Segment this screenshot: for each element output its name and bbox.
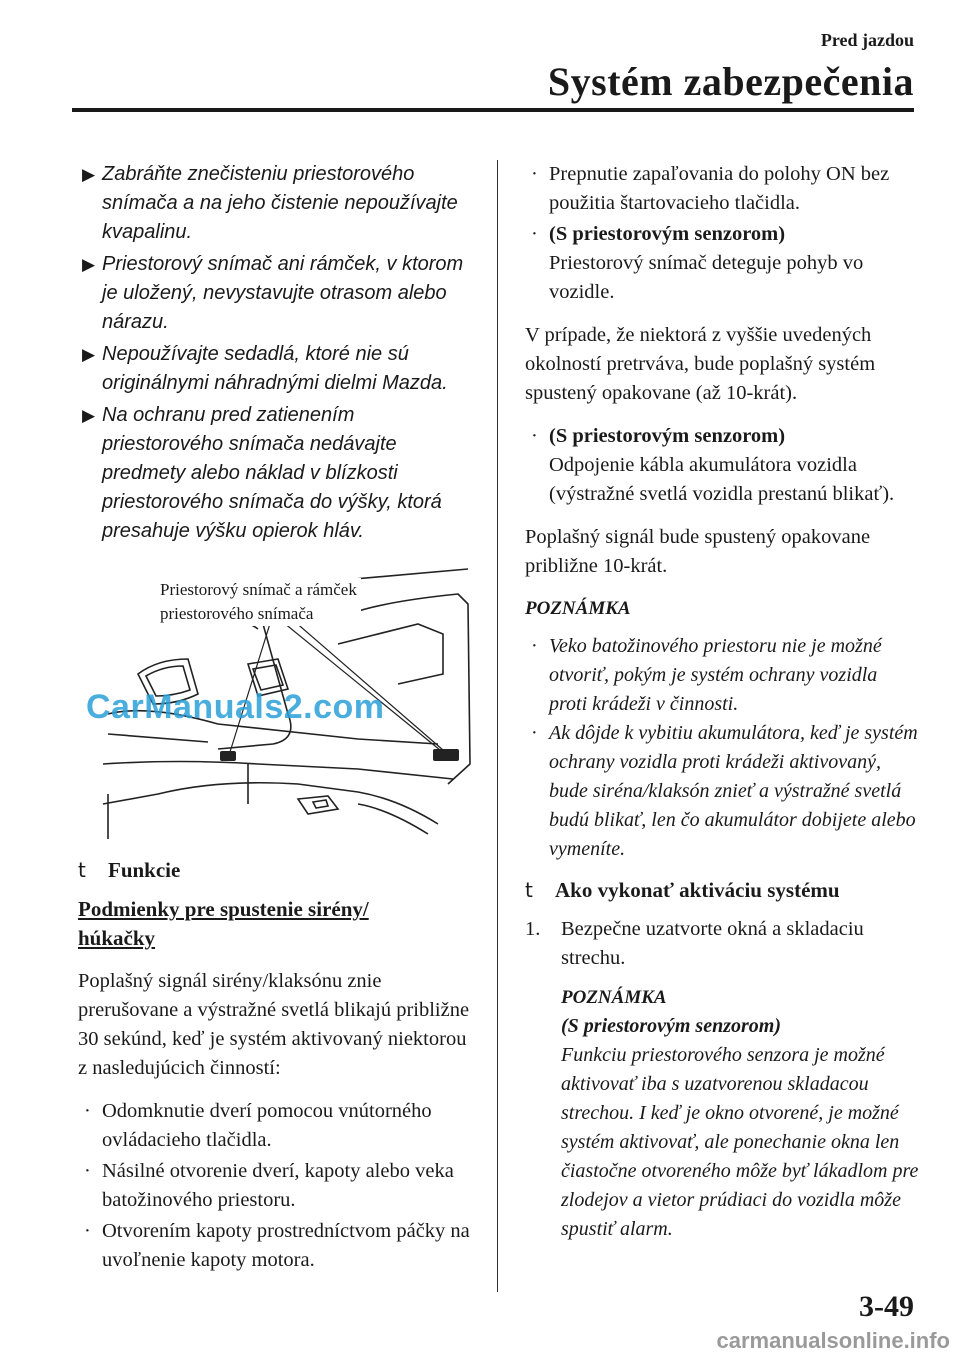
right-column (525, 160, 920, 1244)
header-rule (72, 108, 914, 112)
warning-item: ▶ Na ochranu pred zatienením priestorového snímača nedávajte predmety alebo náklad v blízkosti priestorového snímača do výšky, ktorá presahuje výšku opierok hláv. (78, 401, 473, 546)
middle-dot-icon: · (84, 1220, 91, 1242)
page-title: Systém zabezpečenia (547, 59, 914, 104)
header-section: Pred jazdou (820, 30, 914, 50)
triangle-bullet-icon: ▶ (82, 345, 96, 364)
watermark: CarManuals2.com (86, 688, 385, 726)
functions-heading: t Funkcie (78, 858, 181, 882)
note-item: · Ak dôjde k vybitiu akumulátora, keď je systém ochrany vozidla proti krádeži aktivovaný, bude siréna/klaksón znieť a výstražné svetlá budú blikať, len čo akumulátor dobijete alebo vymeníte. (525, 719, 920, 864)
note-item: · Veko batožinového priestoru nie je možné otvoriť, pokým je systém ochrany vozidla proti krádeži v činnosti. (525, 632, 920, 719)
alarm-count-paragraph: Poplašný signál bude spustený opakovane približne 10-krát. (525, 526, 871, 577)
note-title: POZNÁMKA (525, 598, 631, 619)
warning-item: ▶ Priestorový snímač ani rámček, v ktorom je uložený, nevystavujte otrasom alebo nárazu. (78, 250, 473, 337)
middle-dot-icon: · (84, 1100, 91, 1122)
step-item: 1. Bezpečne uzatvorte okná a skladaciu strechu. (525, 918, 864, 969)
list-item: · Otvorením kapoty prostredníctvom páčky na uvoľnenie kapoty motora. (78, 1217, 473, 1275)
list-item: · (S priestorovým senzorom) Priestorový snímač deteguje pohyb vo vozidle. (525, 220, 920, 307)
triangle-bullet-icon: ▶ (82, 406, 96, 425)
conditions-subheading: Podmienky pre spustenie sirény/ húkačky (78, 897, 369, 950)
middle-dot-icon: · (84, 1160, 91, 1182)
list-item: · Prepnutie zapaľovania do polohy ON bez použitia štartovacieho tlačidla. (525, 160, 920, 218)
step-note: POZNÁMKA (S priestorovým senzorom) Funkciu priestorového senzora je možné aktivovať iba s uzatvorenou skladacou strechou. I keď je okno otvorené, je možné systém aktivovať, ale ponechanie okna len čiastočne otvoreného môže byť lákadlom pre zlodejov a vietor prúdiaci do vozidla môže spustiť alarm. (561, 987, 919, 1240)
middle-dot-icon: · (531, 425, 538, 447)
warning-item: ▶ Nepoužívajte sedadlá, ktoré nie sú originálnymi náhradnými dielmi Mazda. (78, 340, 473, 398)
activation-heading: t Ako vykonať aktiváciu systému (525, 878, 840, 902)
middle-dot-icon: · (531, 635, 538, 657)
list-item: · (S priestorovým senzorom) Odpojenie kábla akumulátora vozidla (výstražné svetlá vozidla prestanú blikať). (525, 422, 920, 509)
warning-item: ▶ Zabráňte znečisteniu priestorového snímača a na jeho čistenie nepoužívajte kvapalinu. (78, 160, 473, 247)
functions-intro: Poplašný signál sirény/klaksónu znie prerušovane a výstražné svetlá blikajú približne 30 sekúnd, keď je systém aktivovaný niektorou z nasledujúcich činností: (78, 970, 470, 1079)
list-item: · Násilné otvorenie dverí, kapoty alebo veka batožinového priestoru. (78, 1157, 473, 1215)
page-number: 3-49 (859, 1290, 914, 1323)
middle-dot-icon: · (531, 163, 538, 185)
list-item: · Odomknutie dverí pomocou vnútorného ovládacieho tlačidla. (78, 1097, 473, 1155)
footer-watermark: carmanualsonline.info (716, 1328, 950, 1353)
repeat-paragraph: V prípade, že niektorá z vyššie uvedených okolností pretrváva, bude poplašný systém spustený opakovane (až 10-krát). (525, 324, 876, 404)
figure-caption: Priestorový snímač a rámček priestorového snímača (160, 578, 361, 626)
triangle-bullet-icon: ▶ (82, 255, 96, 274)
middle-dot-icon: · (531, 722, 538, 744)
middle-dot-icon: · (531, 223, 538, 245)
column-divider (497, 160, 498, 1292)
triangle-bullet-icon: ▶ (82, 165, 96, 184)
